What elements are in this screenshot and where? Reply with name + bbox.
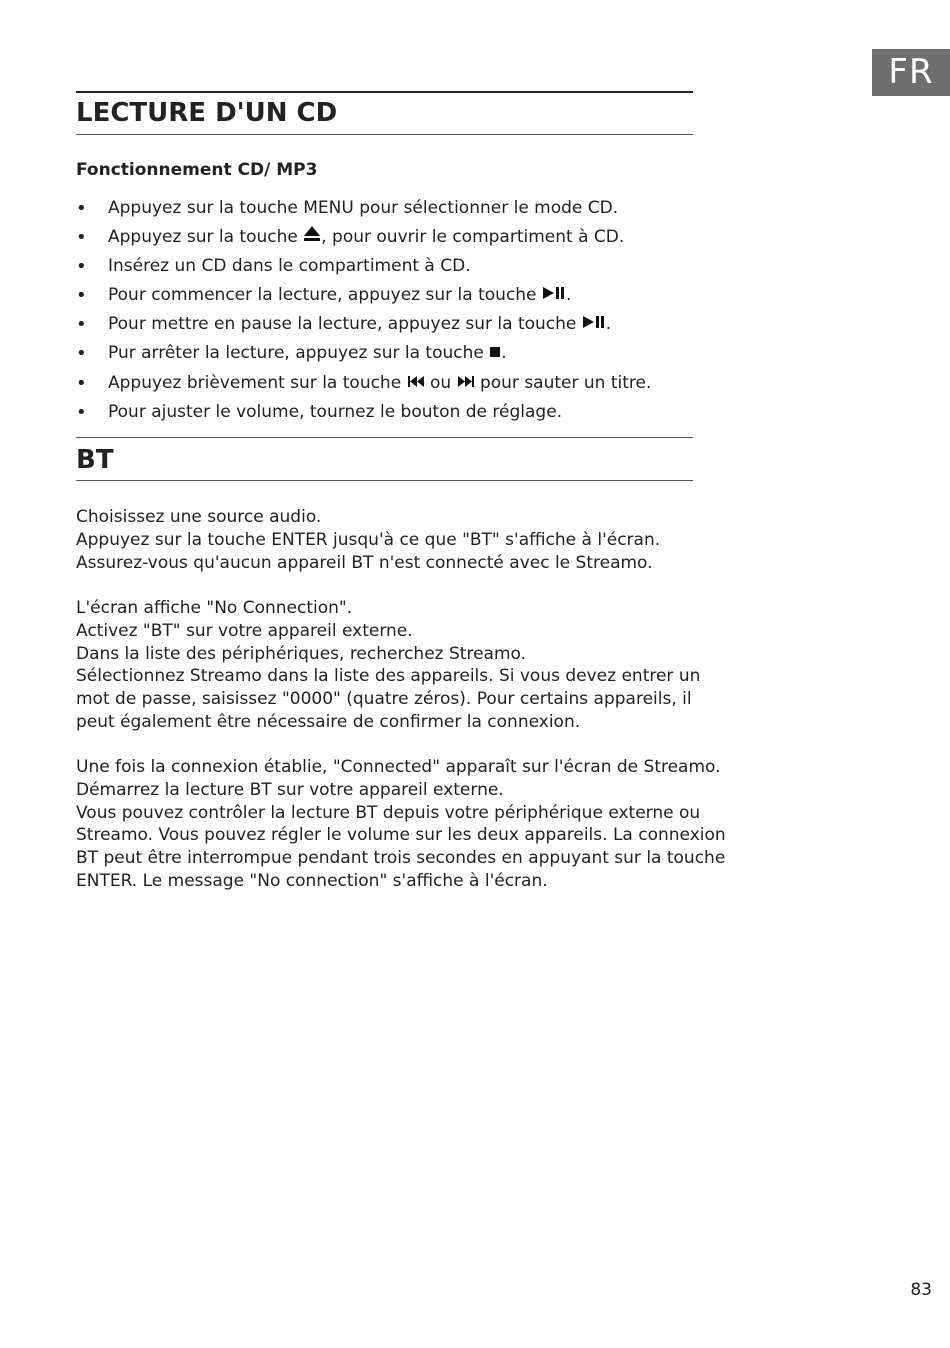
- list-item-text: .: [565, 285, 572, 306]
- bullet-icon: •: [76, 285, 87, 307]
- bullet-icon: •: [76, 256, 87, 278]
- bt-paragraph-2: [76, 597, 701, 734]
- paragraph-line: L'écran affiche "No Connection".: [76, 598, 353, 618]
- bullet-icon: •: [76, 343, 87, 365]
- list-item: [76, 369, 716, 398]
- list-item: [76, 223, 716, 252]
- list-item: [76, 310, 716, 339]
- paragraph-line: Vous pouvez contrôler la lecture BT depuis votre périphérique externe ou: [76, 802, 701, 823]
- list-item-text: Pour mettre en pause la lecture, appuyez sur la touche: [108, 314, 582, 335]
- list-item: [76, 339, 716, 368]
- skip-forward-icon: [457, 369, 475, 398]
- bt-paragraph-3: [76, 756, 726, 893]
- list-item: [76, 398, 716, 427]
- section-cd-bottom-rule: [76, 134, 693, 135]
- paragraph-line: Streamo. Vous pouvez régler le volume sur les deux appareils. La connexion: [76, 825, 726, 846]
- paragraph-line: Une fois la connexion établie, "Connected" apparaît sur l'écran de Streamo.: [76, 757, 721, 777]
- paragraph-line: peut également être nécessaire de confirmer la connexion.: [76, 711, 581, 732]
- bullet-icon: •: [76, 227, 87, 249]
- section-cd-subheading: Fonctionnement CD/ MP3: [76, 160, 318, 180]
- list-item-text: Pour commencer la lecture, appuyez sur la touche: [108, 285, 542, 306]
- paragraph-line: Assurez-vous qu'aucun appareil BT n'est connecté avec le Streamo.: [76, 552, 653, 573]
- list-item-text: Pur arrêter la lecture, appuyez sur la touche: [108, 343, 490, 364]
- list-item: [76, 281, 716, 310]
- section-cd-title: LECTURE D'UN CD: [76, 98, 338, 128]
- paragraph-line: Appuyez sur la touche ENTER jusqu'à ce que "BT" s'affiche à l'écran.: [76, 529, 661, 550]
- paragraph-line: ENTER. Le message "No connection" s'affiche à l'écran.: [76, 870, 548, 891]
- bullet-icon: •: [76, 314, 87, 336]
- section-bt-top-rule: [76, 437, 693, 438]
- stop-icon: [489, 339, 501, 368]
- bt-paragraph-1: [76, 506, 696, 574]
- paragraph-line: mot de passe, saisissez "0000" (quatre zéros). Pour certains appareils, il: [76, 689, 692, 710]
- bullet-icon: •: [76, 372, 87, 394]
- play-pause-icon: [542, 281, 566, 310]
- paragraph-line: Choisissez une source audio.: [76, 507, 322, 527]
- list-item-text: Appuyez sur la touche MENU pour sélectionner le mode CD.: [108, 198, 619, 218]
- paragraph-line: Sélectionnez Streamo dans la liste des appareils. Si vous devez entrer un: [76, 666, 701, 687]
- section-cd-header: [76, 98, 693, 128]
- list-item-text: Appuyez brièvement sur la touche: [108, 372, 407, 393]
- list-item-text: pour sauter un titre.: [474, 372, 652, 393]
- eject-icon: [303, 223, 321, 252]
- list-item: [76, 194, 716, 223]
- list-item: [76, 252, 716, 281]
- list-item-text: Appuyez sur la touche: [108, 227, 304, 248]
- list-item-text: Pour ajuster le volume, tournez le bouton de réglage.: [108, 401, 563, 422]
- list-item-text: .: [501, 343, 507, 364]
- list-item-text: Insérez un CD dans le compartiment à CD.: [108, 256, 471, 277]
- language-tab: FR: [872, 49, 950, 96]
- bullet-icon: •: [76, 401, 87, 423]
- page-number: 83: [910, 1280, 932, 1300]
- list-item-text: .: [605, 314, 612, 335]
- section-bt-bottom-rule: [76, 480, 693, 481]
- section-cd-top-rule: [76, 91, 693, 93]
- paragraph-line: Dans la liste des périphériques, recherchez Streamo.: [76, 643, 527, 664]
- list-item-text: ou: [424, 372, 457, 393]
- list-item-text: , pour ouvrir le compartiment à CD.: [321, 227, 625, 248]
- cd-instructions-list: [76, 194, 716, 427]
- paragraph-line: BT peut être interrompue pendant trois secondes en appuyant sur la touche: [76, 848, 726, 869]
- section-bt-header: [76, 445, 693, 475]
- play-pause-icon: [582, 310, 606, 339]
- skip-back-icon: [407, 369, 425, 398]
- paragraph-line: Activez "BT" sur votre appareil externe.: [76, 620, 413, 641]
- paragraph-line: Démarrez la lecture BT sur votre appareil externe.: [76, 779, 504, 800]
- bullet-icon: •: [76, 198, 87, 219]
- section-bt-title: BT: [76, 445, 114, 475]
